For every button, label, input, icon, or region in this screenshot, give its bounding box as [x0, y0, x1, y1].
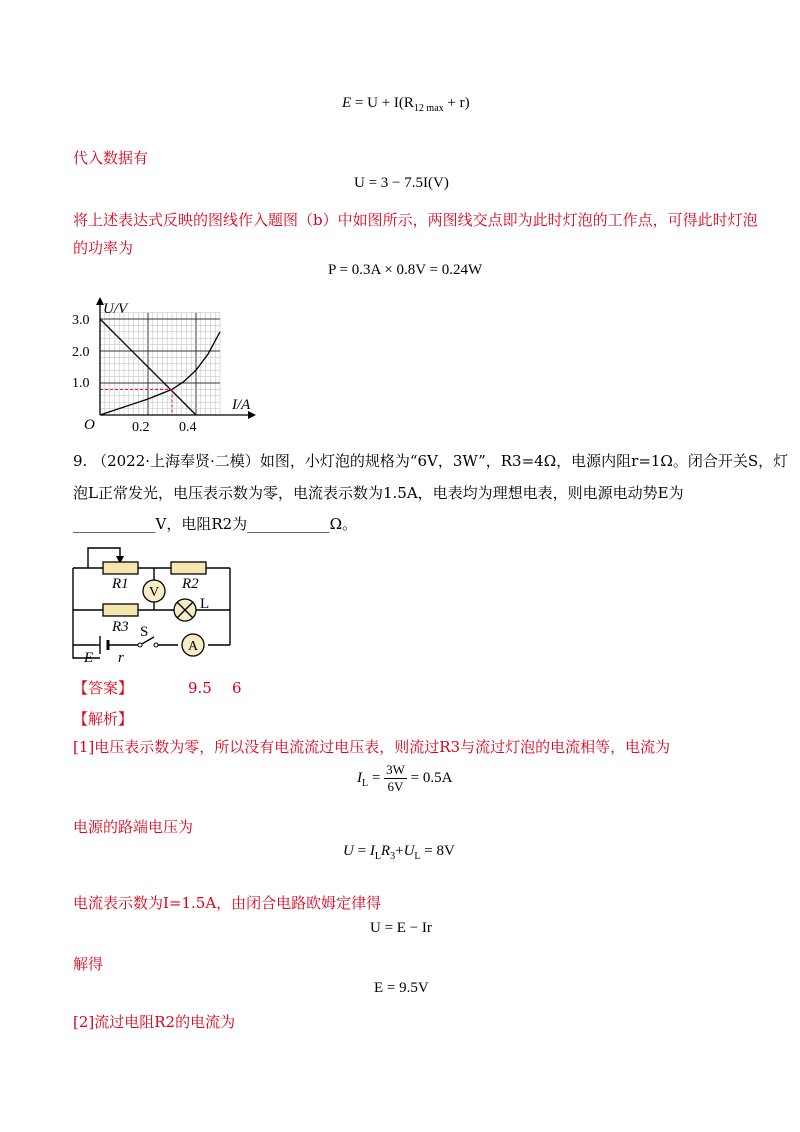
switch-icon: [154, 643, 158, 647]
svg-text:R3: R3: [112, 619, 129, 635]
analysis-para-3: 电流表示数为I=1.5A，由闭合电路欧姆定律得: [73, 894, 382, 912]
resistor-r1: [103, 562, 138, 574]
series-curve-lamp: [100, 332, 220, 415]
svg-text:R2: R2: [182, 576, 199, 592]
u-i-chart: [70, 293, 260, 438]
equation-emf-result: E = 9.5V: [374, 980, 429, 996]
y-tick-label: 3.0: [72, 313, 90, 328]
analysis-para-5: [2]流过电阻R2的电流为: [73, 1013, 236, 1031]
analysis-para-2: 电源的路端电压为: [73, 818, 194, 836]
resistor-r2: [171, 562, 206, 574]
analysis-para-1: [1]电压表示数为零，所以没有电流流过电压表，则流过R3与流过灯泡的电流相等，电流为: [73, 738, 671, 756]
svg-text:E: E: [84, 650, 94, 665]
y-tick-label: 2.0: [72, 345, 90, 360]
svg-text:r: r: [118, 650, 124, 665]
y-tick-label: 1.0: [72, 376, 90, 391]
equation-u: U = 3 − 7.5I(V): [354, 175, 449, 191]
x-axis-label: I/A: [232, 397, 251, 413]
svg-text:V: V: [148, 585, 160, 600]
answer-label: 【答案】: [73, 679, 134, 697]
question-9-line3: ___________V，电阻R2为___________Ω。: [73, 515, 358, 533]
svg-text:R1: R1: [112, 576, 129, 592]
paragraph-line: 将上述表达式反映的图线作入题图（b）中如图所示，两图线交点即为此时灯泡的工作点，可得此时灯泡: [73, 211, 758, 229]
question-9-line1: 9. （2022·上海奉贤·二模）如图，小灯泡的规格为“6V，3W”，R3=4Ω，电源内阻r=1Ω。闭合开关S，灯: [73, 452, 789, 470]
equation-terminal-voltage: $U = I_LR_3+U_L = 8V$: [343, 843, 455, 862]
answer-value-2: 6: [232, 679, 242, 697]
equation-ohm: U = E − Ir: [370, 920, 432, 936]
x-tick-label: 0.4: [179, 420, 197, 435]
x-tick-label: 0.2: [132, 420, 150, 435]
analysis-para-4: 解得: [73, 955, 104, 973]
svg-text:A: A: [187, 639, 199, 654]
equation-power: P = 0.3A × 0.8V = 0.24W: [328, 262, 483, 278]
answer-value-1: 9.5: [188, 679, 212, 697]
analysis-label: 【解析】: [73, 710, 134, 728]
equation-current-lamp: $I_L$ = $\frac{3W}{6V}$ = 0.5A: [357, 762, 453, 794]
question-9-line2: 泡L正常发光，电压表示数为零，电流表示数为1.5A，电表均为理想电表，则电源电动势E为: [73, 484, 684, 502]
text-substitute: 代入数据有: [73, 149, 149, 167]
origin-label: O: [84, 417, 95, 433]
resistor-r3: [103, 604, 138, 616]
svg-text:L: L: [200, 596, 210, 612]
equation-emf: $E = U + I(R_{12 max} + r)$: [342, 95, 470, 114]
svg-text:S: S: [140, 624, 149, 640]
y-axis-label: U/V: [103, 301, 128, 317]
circuit-diagram: [68, 540, 238, 665]
paragraph-line: 的功率为: [73, 239, 134, 257]
